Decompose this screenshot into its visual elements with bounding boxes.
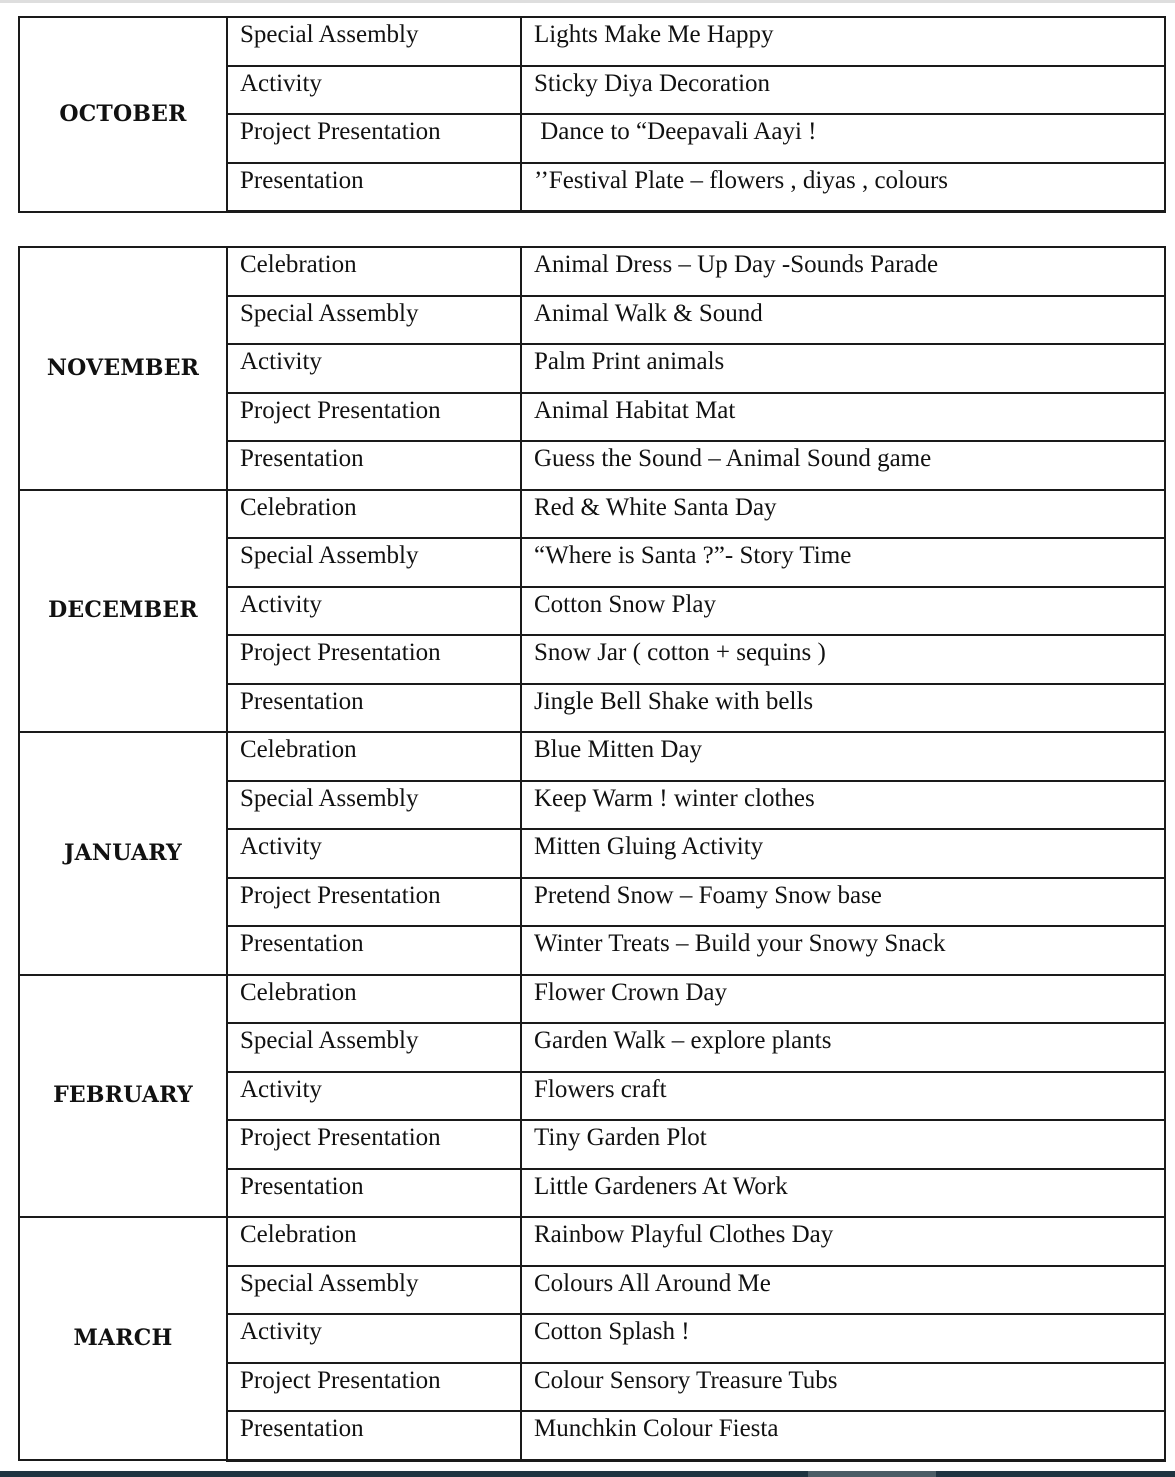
event-type-cell xyxy=(227,684,521,733)
table-row xyxy=(19,247,1165,296)
event-description: Mitten Gluing Activity xyxy=(534,833,764,860)
event-description: Flower Crown Day xyxy=(534,978,728,1006)
event-type-label: Activity xyxy=(240,348,322,375)
event-type-label: Project Presentation xyxy=(240,1124,441,1151)
event-type-label: Presentation xyxy=(240,930,364,957)
event-type-cell xyxy=(227,781,521,830)
event-type-label: Special Assembly xyxy=(240,299,419,327)
taskbar-active-segment xyxy=(808,1471,936,1477)
event-type-cell xyxy=(227,1363,521,1412)
table-row xyxy=(19,732,1165,781)
event-description-cell xyxy=(521,66,1165,115)
event-description-cell xyxy=(521,1120,1165,1169)
monthly-plan-table xyxy=(18,246,1166,1462)
table-row xyxy=(19,1217,1165,1266)
month-cell-february: FEBRUARY xyxy=(19,975,227,1218)
event-description-cell xyxy=(521,635,1165,684)
event-type-cell xyxy=(227,587,521,636)
month-cell-november: NOVEMBER xyxy=(19,247,227,490)
event-description: Palm Print animals xyxy=(534,348,725,375)
event-type-cell xyxy=(227,878,521,927)
month-cell-october: OCTOBER xyxy=(19,17,227,212)
event-type-cell xyxy=(227,66,521,115)
event-description: Animal Walk & Sound xyxy=(534,299,763,327)
event-description-cell xyxy=(521,1217,1165,1266)
event-type-label: Activity xyxy=(240,1318,322,1345)
event-description: Animal Habitat Mat xyxy=(534,396,736,424)
event-description: Keep Warm ! winter clothes xyxy=(534,784,815,812)
event-description: Pretend Snow – Foamy Snow base xyxy=(534,881,882,909)
event-type-cell xyxy=(227,926,521,975)
event-type-label: Project Presentation xyxy=(240,1366,441,1394)
event-type-label: Celebration xyxy=(240,1221,357,1248)
event-type-cell xyxy=(227,1266,521,1315)
event-type-label: Activity xyxy=(240,69,322,97)
event-type-cell xyxy=(227,1023,521,1072)
event-description: Dance to “Deepavali Aayi ! xyxy=(534,118,817,145)
event-type-cell xyxy=(227,1120,521,1169)
event-description-cell xyxy=(521,163,1165,212)
event-description: Lights Make Me Happy xyxy=(534,21,774,48)
event-type-label: Special Assembly xyxy=(240,542,419,569)
event-type-cell xyxy=(227,1411,521,1460)
event-type-cell xyxy=(227,114,521,163)
event-description: Colours All Around Me xyxy=(534,1269,771,1297)
window-top-edge xyxy=(0,0,1175,3)
event-description-cell xyxy=(521,1169,1165,1218)
event-description-cell xyxy=(521,247,1165,296)
event-type-cell xyxy=(227,163,521,212)
table-row xyxy=(19,490,1165,539)
event-type-label: Presentation xyxy=(240,1415,364,1442)
event-description-cell xyxy=(521,344,1165,393)
event-description-cell xyxy=(521,829,1165,878)
event-type-cell xyxy=(227,441,521,490)
event-type-cell xyxy=(227,829,521,878)
event-description: Winter Treats – Build your Snowy Snack xyxy=(534,930,946,957)
event-description-cell xyxy=(521,441,1165,490)
event-description: Tiny Garden Plot xyxy=(534,1124,707,1151)
event-description-cell xyxy=(521,393,1165,442)
event-description: Garden Walk – explore plants xyxy=(534,1027,832,1054)
month-cell-march: MARCH xyxy=(19,1217,227,1460)
event-description-cell xyxy=(521,1314,1165,1363)
event-type-label: Activity xyxy=(240,833,322,860)
event-type-cell xyxy=(227,732,521,781)
event-description: Cotton Snow Play xyxy=(534,590,716,618)
event-type-cell xyxy=(227,17,521,66)
month-cell-january: JANUARY xyxy=(19,732,227,975)
event-description-cell xyxy=(521,17,1165,66)
event-description: Blue Mitten Day xyxy=(534,736,703,763)
event-type-cell xyxy=(227,975,521,1024)
event-description: Snow Jar ( cotton + sequins ) xyxy=(534,639,826,666)
event-description-cell xyxy=(521,975,1165,1024)
event-type-cell xyxy=(227,393,521,442)
event-type-label: Celebration xyxy=(240,978,357,1006)
event-type-label: Project Presentation xyxy=(240,118,441,145)
event-description-cell xyxy=(521,538,1165,587)
october-plan-table xyxy=(18,16,1166,213)
event-type-label: Activity xyxy=(240,1075,322,1103)
event-type-cell xyxy=(227,247,521,296)
event-type-label: Celebration xyxy=(240,493,357,521)
event-type-cell xyxy=(227,538,521,587)
event-type-cell xyxy=(227,1217,521,1266)
event-description-cell xyxy=(521,1363,1165,1412)
event-description-cell xyxy=(521,1072,1165,1121)
event-type-label: Special Assembly xyxy=(240,21,419,48)
event-description-cell xyxy=(521,684,1165,733)
event-description: Jingle Bell Shake with bells xyxy=(534,687,814,715)
event-type-cell xyxy=(227,635,521,684)
event-description-cell xyxy=(521,1411,1165,1460)
event-description: ’’Festival Plate – flowers , diyas , colours xyxy=(534,166,949,194)
event-description: Sticky Diya Decoration xyxy=(534,69,771,97)
event-description: Flowers craft xyxy=(534,1075,667,1103)
event-description-cell xyxy=(521,587,1165,636)
event-type-label: Project Presentation xyxy=(240,396,441,424)
event-type-cell xyxy=(227,490,521,539)
event-description-cell xyxy=(521,296,1165,345)
event-description-cell xyxy=(521,926,1165,975)
event-type-label: Special Assembly xyxy=(240,784,419,812)
event-description: Rainbow Playful Clothes Day xyxy=(534,1221,834,1248)
event-type-label: Celebration xyxy=(240,736,357,763)
event-type-cell xyxy=(227,344,521,393)
event-type-label: Activity xyxy=(240,590,322,618)
event-description: Animal Dress – Up Day -Sounds Parade xyxy=(534,251,939,278)
event-type-label: Project Presentation xyxy=(240,881,441,909)
table-row xyxy=(19,975,1165,1024)
event-type-label: Special Assembly xyxy=(240,1269,419,1297)
event-type-cell xyxy=(227,1169,521,1218)
event-description-cell xyxy=(521,1266,1165,1315)
event-description: Little Gardeners At Work xyxy=(534,1172,788,1200)
event-type-label: Presentation xyxy=(240,166,364,194)
event-type-label: Presentation xyxy=(240,1172,364,1200)
event-type-label: Presentation xyxy=(240,687,364,715)
event-type-label: Presentation xyxy=(240,445,364,472)
event-description-cell xyxy=(521,781,1165,830)
event-type-cell xyxy=(227,1314,521,1363)
event-description-cell xyxy=(521,878,1165,927)
table-row xyxy=(19,17,1165,66)
event-description: Guess the Sound – Animal Sound game xyxy=(534,445,932,472)
event-description: Colour Sensory Treasure Tubs xyxy=(534,1366,838,1394)
event-type-label: Celebration xyxy=(240,251,357,278)
event-description-cell xyxy=(521,114,1165,163)
event-type-label: Project Presentation xyxy=(240,639,441,666)
event-type-cell xyxy=(227,1072,521,1121)
event-description-cell xyxy=(521,1023,1165,1072)
taskbar-edge xyxy=(0,1471,1175,1477)
event-description-cell xyxy=(521,490,1165,539)
event-description: “Where is Santa ?”- Story Time xyxy=(534,542,852,569)
event-type-cell xyxy=(227,296,521,345)
event-description-cell xyxy=(521,732,1165,781)
event-description: Red & White Santa Day xyxy=(534,493,777,521)
event-type-label: Special Assembly xyxy=(240,1027,419,1054)
month-cell-december: DECEMBER xyxy=(19,490,227,733)
event-description: Cotton Splash ! xyxy=(534,1318,690,1345)
event-description: Munchkin Colour Fiesta xyxy=(534,1415,779,1442)
